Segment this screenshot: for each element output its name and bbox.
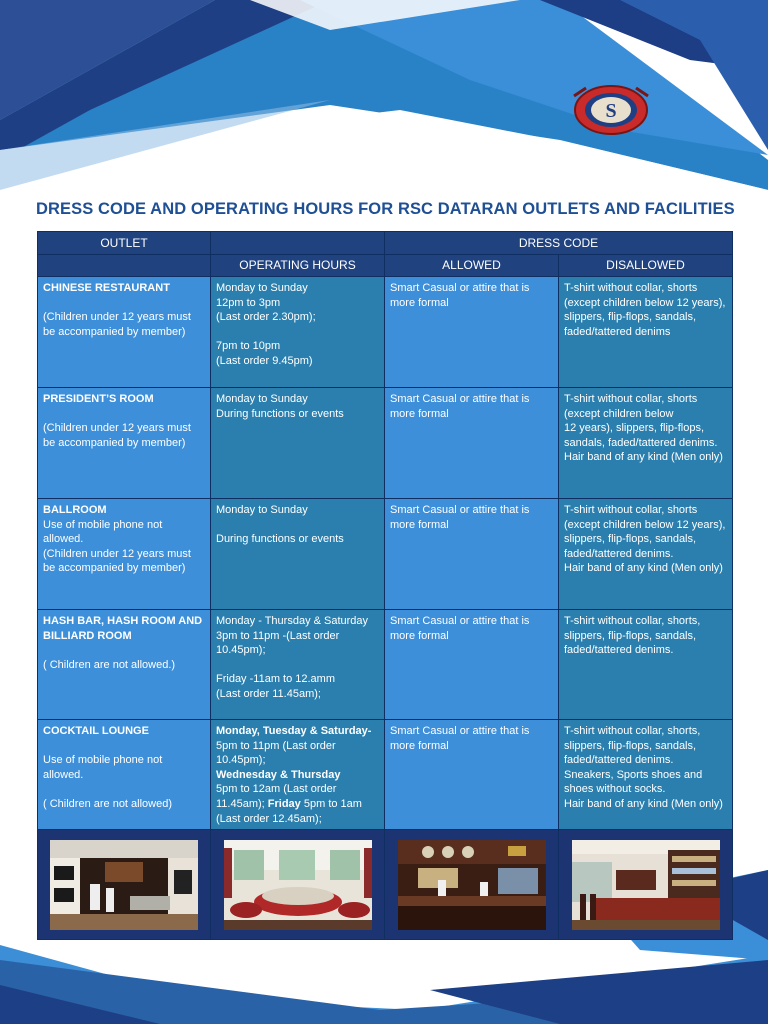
photo-cell bbox=[559, 830, 733, 940]
outlet-note: ( Children are not allowed) bbox=[43, 797, 173, 810]
allowed-cell: Smart Casual or attire that is more formal bbox=[385, 610, 559, 720]
header-row-2 bbox=[38, 255, 733, 277]
hours-line: Monday - Thursday & Saturday 3pm to 11pm -(Last order 10.45pm); bbox=[216, 615, 369, 657]
chinese-restaurant-photo bbox=[50, 840, 198, 930]
allowed-cell: Smart Casual or attire that is more formal bbox=[385, 388, 559, 499]
allowed-cell: Smart Casual or attire that is more formal bbox=[385, 499, 559, 610]
outlet-note: (Children under 12 years must be accompanied by member) bbox=[43, 422, 191, 449]
disallowed-cell bbox=[559, 388, 733, 499]
outlet-note: Use of mobile phone not allowed. bbox=[43, 518, 163, 546]
header-allowed: ALLOWED bbox=[385, 255, 559, 277]
header-outlet: OUTLET bbox=[38, 232, 211, 255]
photo-cell bbox=[38, 830, 211, 940]
disallowed-line: T-shirt without collar, shorts, slippers, flip-flops, sandals, faded/tattered denims. bbox=[564, 725, 701, 767]
table-row bbox=[38, 499, 733, 610]
hours-bold: Friday bbox=[267, 797, 301, 810]
allowed-cell: Smart Casual or attire that is more formal bbox=[385, 720, 559, 830]
photo-cell bbox=[211, 830, 385, 940]
hours-line: Monday to Sunday bbox=[216, 504, 308, 516]
hours-line: Monday to Sunday bbox=[216, 393, 308, 405]
hours-line: Monday to Sunday bbox=[216, 282, 308, 294]
outlet-note: ( Children are not allowed.) bbox=[43, 658, 176, 671]
outlet-name: BALLROOM bbox=[43, 504, 107, 516]
table-row bbox=[38, 610, 733, 720]
disallowed-line: Hair band of any kind (Men only) bbox=[564, 797, 723, 810]
outlet-note: (Children under 12 years must be accompanied by member) bbox=[43, 311, 191, 338]
hours-line: (Last order 9.45pm) bbox=[216, 354, 313, 367]
club-seal-logo bbox=[566, 80, 656, 140]
hours-line: (Last order 2.30pm); bbox=[216, 311, 316, 324]
outlet-cell bbox=[38, 720, 211, 830]
hours-cell bbox=[211, 277, 385, 388]
photo-cell bbox=[385, 830, 559, 940]
table-row bbox=[38, 720, 733, 830]
outlet-note: Use of mobile phone not allowed. bbox=[43, 754, 163, 781]
hours-line: During functions or events bbox=[216, 533, 344, 546]
header-row-1 bbox=[38, 232, 733, 255]
disallowed-line: 12 years), slippers, flip-flops, sandals, faded/tattered denims. bbox=[564, 422, 718, 449]
hours-line: 5pm to 1am (Last order 12.45am); bbox=[216, 797, 362, 825]
svg-text:S: S bbox=[605, 100, 617, 122]
disallowed-cell bbox=[559, 499, 733, 610]
hours-bold: Wednesday & Thursday bbox=[216, 768, 341, 781]
disallowed-cell bbox=[559, 720, 733, 830]
disallowed-line: T-shirt without collar, shorts (except children below 12 years), slippers, flip-flops, sandals, faded/tattered denims bbox=[564, 282, 726, 338]
hours-line: Friday -11am to 12.amm bbox=[216, 673, 336, 686]
hours-cell bbox=[211, 499, 385, 610]
hours-line: 7pm to 10pm bbox=[216, 340, 281, 353]
dress-code-table bbox=[37, 231, 733, 940]
disallowed-line: T-shirt without collar, shorts (except children below bbox=[564, 393, 698, 420]
header-empty-2 bbox=[38, 255, 211, 277]
outlet-name: HASH BAR, HASH ROOM AND BILLIARD ROOM bbox=[43, 615, 203, 642]
hours-line: During functions or events bbox=[216, 407, 344, 420]
disallowed-cell bbox=[559, 610, 733, 720]
disallowed-cell bbox=[559, 277, 733, 388]
table-row bbox=[38, 277, 733, 388]
allowed-cell: Smart Casual or attire that is more formal bbox=[385, 277, 559, 388]
ballroom-photo bbox=[224, 840, 372, 930]
outlet-name: CHINESE RESTAURANT bbox=[43, 282, 170, 294]
outlet-cell bbox=[38, 499, 211, 610]
header-dress-code: DRESS CODE bbox=[385, 232, 733, 255]
outlet-name: PRESIDENT’S ROOM bbox=[43, 393, 154, 405]
disallowed-line: Sneakers, Sports shoes and shoes without socks. bbox=[564, 768, 703, 796]
hours-line: 12pm to 3pm bbox=[216, 296, 281, 309]
cocktail-lounge-photo bbox=[572, 840, 720, 930]
hours-bold: Monday, Tuesday & Saturday- bbox=[216, 725, 372, 737]
hours-line: (Last order 11.45am); bbox=[216, 687, 321, 700]
hash-bar-photo bbox=[398, 840, 546, 930]
hours-cell bbox=[211, 610, 385, 720]
outlet-name: COCKTAIL LOUNGE bbox=[43, 725, 149, 737]
table-row bbox=[38, 388, 733, 499]
header-operating-hours: OPERATING HOURS bbox=[211, 255, 385, 277]
outlet-cell bbox=[38, 388, 211, 499]
header-empty bbox=[211, 232, 385, 255]
header-disallowed: DISALLOWED bbox=[559, 255, 733, 277]
disallowed-line: T-shirt without collar, shorts, slippers, flip-flops, sandals, faded/tattered denims. bbox=[564, 615, 701, 657]
outlet-cell bbox=[38, 277, 211, 388]
disallowed-line: T-shirt without collar, shorts (except children below 12 years), slippers, flip-flops, sandals, faded/tattered denims. bbox=[564, 504, 726, 560]
hours-line: 5pm to 12am (Last order 11.45am); bbox=[216, 783, 337, 810]
page-title: DRESS CODE AND OPERATING HOURS FOR RSC DATARAN OUTLETS AND FACILITIES bbox=[36, 200, 735, 218]
outlet-note: (Children under 12 years must be accompanied by member) bbox=[43, 547, 191, 575]
disallowed-line: Hair band of any kind (Men only) bbox=[564, 451, 723, 464]
hours-line: 5pm to 11pm (Last order 10.45pm); bbox=[216, 739, 336, 767]
hours-cell bbox=[211, 720, 385, 830]
hours-cell bbox=[211, 388, 385, 499]
photo-row bbox=[38, 830, 733, 940]
outlet-cell bbox=[38, 610, 211, 720]
disallowed-line: Hair band of any kind (Men only) bbox=[564, 562, 723, 575]
